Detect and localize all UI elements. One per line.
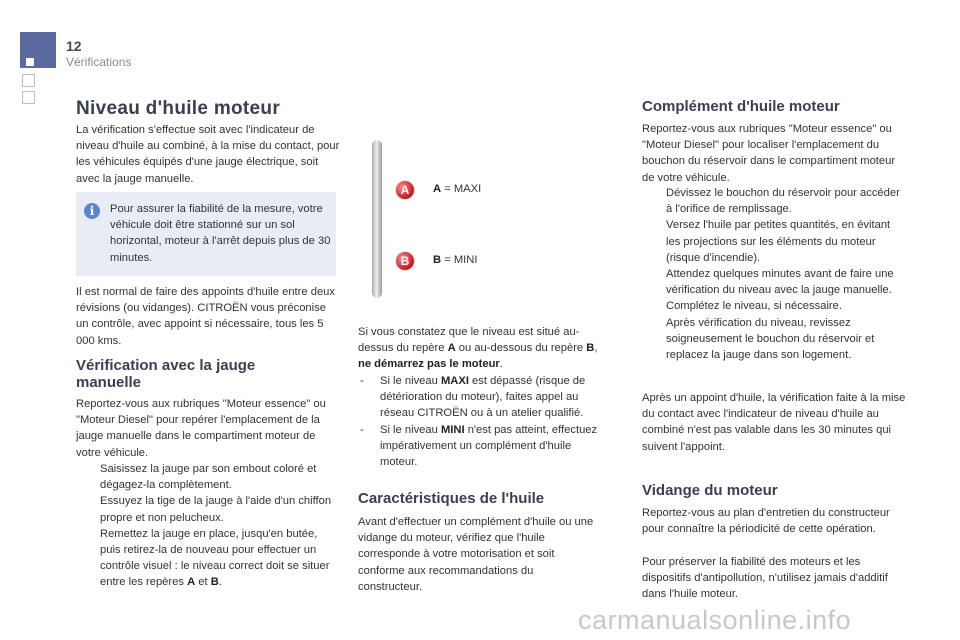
page-square-icon [22, 91, 35, 104]
oil-change-additive-text: Pour préserver la fiabilité des moteurs et les dispositifs d'antipollution, n'utilisez jamais d'additif dans l'huile moteur. [642, 556, 888, 601]
manual-check-list [76, 461, 334, 591]
list-item: Complétez le niveau, si nécessaire. [666, 300, 842, 313]
oil-characteristics-text: Avant d'effectuer un complément d'huile ou une vidange du moteur, vérifiez que l'huile corresponde à votre motorisation et soit conforme aux recommandations du constructeur. [358, 516, 594, 593]
label-maxi: A = MAXI [433, 183, 482, 195]
level-warning-list [358, 373, 610, 470]
list-item: Saisissez la jauge par son embout coloré et dégagez-la complètement. [100, 463, 317, 492]
info-icon: i [84, 203, 100, 219]
list-item: - Si le niveau MAXI est dépassé (risque de détérioration du moteur), faites appel au réseau CITROËN ou à un atelier qualifié. [360, 375, 586, 420]
watermark: carmanualsonline.info [578, 605, 852, 635]
page-number: 12 [66, 38, 82, 54]
info-text: Pour assurer la fiabilité de la mesure, votre véhicule doit être stationné sur un sol horizontal, moteur à l'arrêt depuis plus de 30 minutes. [110, 203, 331, 264]
oil-topup-list [642, 185, 904, 363]
after-topup-text: Après un appoint d'huile, la vérification faite à la mise du contact avec l'indicateur de niveau d'huile au combiné n'est pas valable dans les 30 minutes qui suivent l'appoint. [642, 392, 906, 453]
oil-topup-intro: Reportez-vous aux rubriques "Moteur essence" ou "Moteur Diesel" pour localiser l'emplacement du bouchon du réservoir dans le compartiment moteur de votre véhicule. [642, 123, 896, 184]
normal-topup-text: Il est normal de faire des appoints d'huile entre deux révisions (ou vidanges). CITROËN vous préconise un contrôle, avec appoint si nécessaire, tous les 5 000 kms. [76, 286, 335, 347]
oil-level-intro: La vérification s'effectue soit avec l'indicateur de niveau d'huile au combiné, à la mise du contact, pour les véhicules équipés d'une jauge électrique, soit avec la jauge manuelle. [76, 124, 340, 185]
label-mini: B = MINI [433, 254, 478, 266]
oil-change-text: Reportez-vous au plan d'entretien du constructeur pour connaître la périodicité de cette opération. [642, 507, 890, 536]
marker-a-icon: A [396, 181, 414, 199]
list-item: Essuyez la tige de la jauge à l'aide d'un chiffon propre et non pelucheux. [100, 495, 332, 524]
dipstick-illustration [372, 140, 382, 298]
list-item: Versez l'huile par petites quantités, en évitant les projections sur les éléments du moteur (risque d'incendie). [666, 219, 891, 264]
manual-check-intro: Reportez-vous aux rubriques "Moteur essence" ou "Moteur Diesel" pour repérer l'emplacement de la jauge manuelle dans le compartiment moteur de votre véhicule. [76, 398, 326, 459]
list-item: - Si le niveau MINI n'est pas atteint, effectuez impérativement un complément d'huile moteur. [360, 423, 598, 469]
oil-characteristics-title: Caractéristiques de l'huile [358, 490, 545, 507]
list-item: Attendez quelques minutes avant de faire une vérification du niveau avec la jauge manuelle. [666, 268, 894, 297]
oil-topup-title: Complément d'huile moteur [642, 98, 840, 115]
page-square-icon [22, 74, 35, 87]
level-warning-text: Si vous constatez que le niveau est situé au-dessus du repère A ou au-dessous du repère B, ne démarrez pas le moteur. [358, 326, 598, 371]
list-item: Remettez la jauge en place, jusqu'en butée, puis retirez-la de nouveau pour effectuer un contrôle visuel : le niveau correct doit se situer entre les repères A et B. [100, 527, 330, 589]
list-item: Après vérification du niveau, revissez soigneusement le bouchon du réservoir et replacez la jauge dans son logement. [666, 316, 875, 362]
section-name: Vérifications [66, 55, 132, 69]
manual-check-title: Vérification avec la jauge manuelle [76, 357, 256, 391]
oil-level-title: Niveau d'huile moteur [76, 98, 281, 119]
marker-b-icon: B [396, 252, 414, 270]
section-tab-indicator [26, 58, 34, 66]
list-item: Dévissez le bouchon du réservoir pour accéder à l'orifice de remplissage. [666, 187, 900, 216]
oil-change-title: Vidange du moteur [642, 482, 778, 499]
